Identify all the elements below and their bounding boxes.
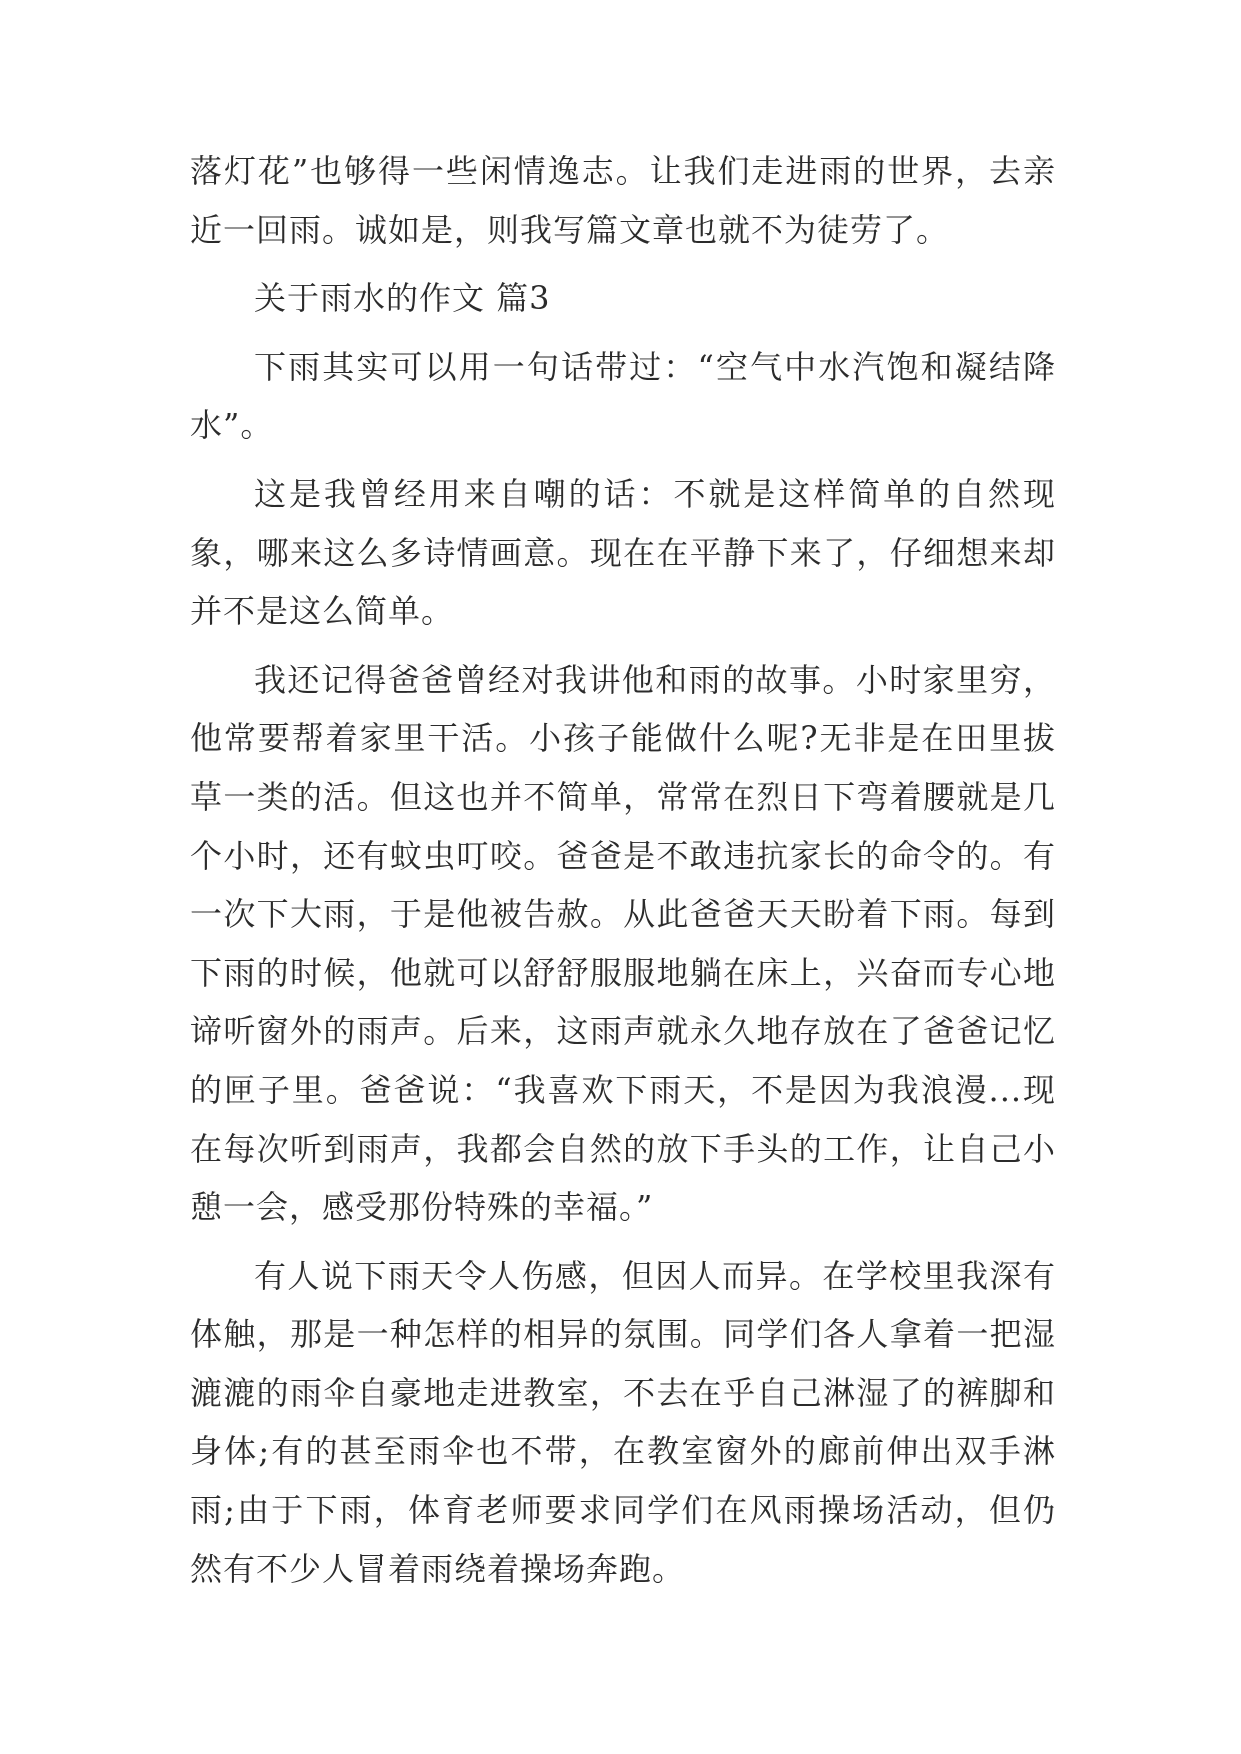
paragraph: 这是我曾经用来自嘲的话：不就是这样简单的自然现象，哪来这么多诗情画意。现在在平静下来了，仔细想来却并不是这么简单。 <box>190 474 1056 631</box>
document-body <box>190 142 1056 1608</box>
paragraph: 我还记得爸爸曾经对我讲他和雨的故事。小时家里穷，他常要帮着家里干活。小孩子能做什么呢?无非是在田里拔草一类的活。但这也并不简单，常常在烈日下弯着腰就是几个小时，还有蚊虫叮咬。爸爸是不敢违抗家长的命令的。有一次下大雨，于是他被告赦。从此爸爸天天盼着下雨。每到下雨的时候，他就可以舒舒服服地躺在床上，兴奋而专心地谛听窗外的雨声。后来，这雨声就永久地存放在了爸爸记忆的匣子里。爸爸说：“我喜欢下雨天，不是因为我浪漫...现在每次听到雨声，我都会自然的放下手头的工作，让自己小憩一会，感受那份特殊的幸福。” <box>190 660 1056 1227</box>
paragraph-continuation: 落灯花”也够得一些闲情逸志。让我们走进雨的世界，去亲近一回雨。诚如是，则我写篇文章也就不为徒劳了。 <box>190 152 1056 249</box>
section-heading: 关于雨水的作文 篇3 <box>254 279 551 318</box>
paragraph: 有人说下雨天令人伤感，但因人而异。在学校里我深有体触，那是一种怎样的相异的氛围。同学们各人拿着一把湿漉漉的雨伞自豪地走进教室，不去在乎自己淋湿了的裤脚和身体;有的甚至雨伞也不带，在教室窗外的廊前伸出双手淋雨;由于下雨，体育老师要求同学们在风雨操场活动，但仍然有不少人冒着雨绕着操场奔跑。 <box>190 1256 1056 1588</box>
paragraph: 下雨其实可以用一句话带过：“空气中水汽饱和凝结降水”。 <box>190 347 1056 445</box>
